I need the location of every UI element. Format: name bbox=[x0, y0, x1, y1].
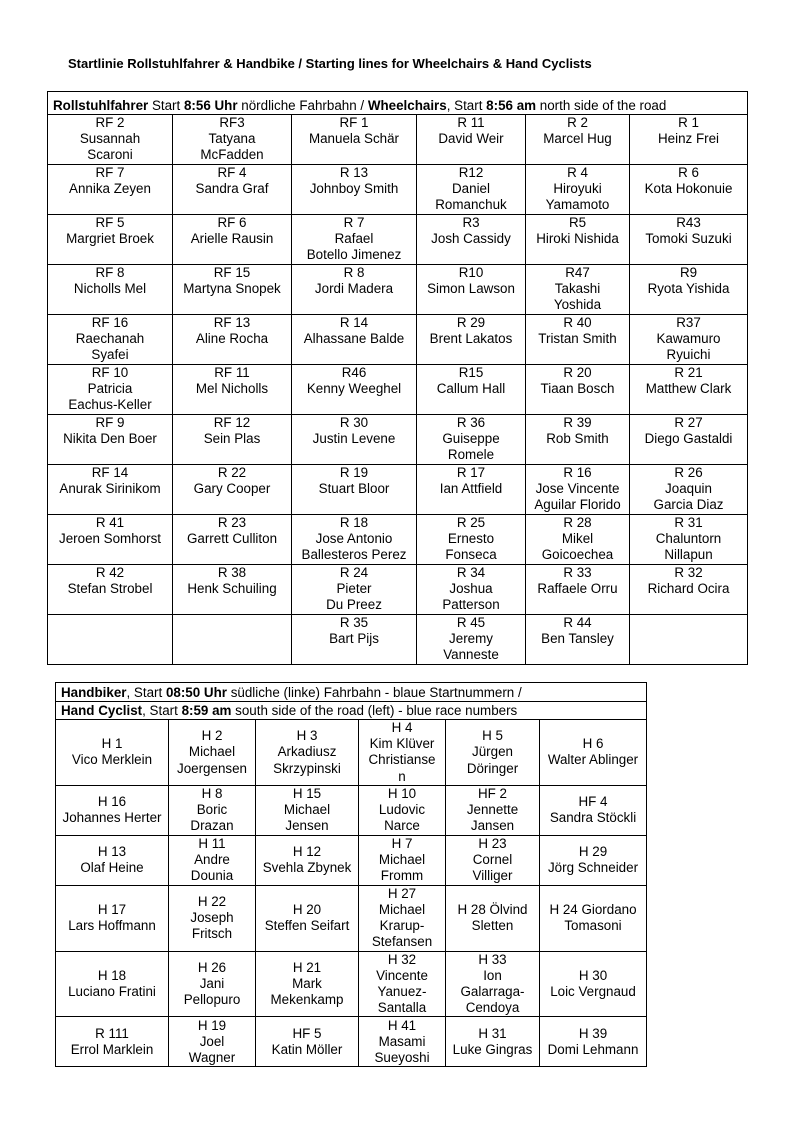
wheelchair-start-table bbox=[47, 91, 748, 665]
page-title: Startlinie Rollstuhlfahrer & Handbike / Starting lines for Wheelchairs & Hand Cyclists bbox=[68, 56, 592, 71]
athlete-cell: H 18 Luciano Fratini bbox=[56, 951, 169, 1017]
athlete-cell: H 29 Jörg Schneider bbox=[540, 835, 647, 885]
athlete-cell: RF 12 Sein Plas bbox=[173, 415, 292, 465]
athlete-cell: H 4 Kim Klüver Christianse n bbox=[359, 720, 446, 786]
athlete-cell: H 39 Domi Lehmann bbox=[540, 1017, 647, 1067]
athlete-cell: R 24 Pieter Du Preez bbox=[292, 565, 417, 615]
athlete-cell: RF 16 Raechanah Syafei bbox=[48, 315, 173, 365]
header-text: , Start bbox=[446, 97, 487, 113]
table-row bbox=[48, 315, 748, 365]
athlete-cell: R 31 Chaluntorn Nillapun bbox=[630, 515, 748, 565]
handbike-header-de bbox=[56, 683, 647, 702]
athlete-cell: R 42 Stefan Strobel bbox=[48, 565, 173, 615]
athlete-cell bbox=[48, 615, 173, 665]
athlete-cell: R 21 Matthew Clark bbox=[630, 365, 748, 415]
athlete-cell: H 6 Walter Ablinger bbox=[540, 720, 647, 786]
athlete-cell: R 45 Jeremy Vanneste bbox=[417, 615, 526, 665]
athlete-cell: R9 Ryota Yishida bbox=[630, 265, 748, 315]
athlete-cell: R 25 Ernesto Fonseca bbox=[417, 515, 526, 565]
athlete-cell: H 26 Jani Pellopuro bbox=[169, 951, 256, 1017]
athlete-cell: H 22 Joseph Fritsch bbox=[169, 885, 256, 951]
athlete-cell: RF 6 Arielle Rausin bbox=[173, 215, 292, 265]
table-row bbox=[48, 615, 748, 665]
athlete-cell: H 10 Ludovic Narce bbox=[359, 785, 446, 835]
athlete-cell: R 30 Justin Levene bbox=[292, 415, 417, 465]
athlete-cell: R 33 Raffaele Orru bbox=[526, 565, 630, 615]
athlete-cell: R 32 Richard Ocira bbox=[630, 565, 748, 615]
table-row bbox=[48, 515, 748, 565]
athlete-cell: H 28 Ölvind Sletten bbox=[446, 885, 540, 951]
header-category-en: Wheelchairs bbox=[367, 97, 447, 113]
athlete-cell: H 3 Arkadiusz Skrzypinski bbox=[256, 720, 359, 786]
handbike-header-en bbox=[56, 702, 647, 720]
athlete-cell: RF 2 Susannah Scaroni bbox=[48, 115, 173, 165]
athlete-cell: R 14 Alhassane Balde bbox=[292, 315, 417, 365]
athlete-cell: R46 Kenny Weeghel bbox=[292, 365, 417, 415]
athlete-cell: RF 11 Mel Nicholls bbox=[173, 365, 292, 415]
athlete-cell: R 44 Ben Tansley bbox=[526, 615, 630, 665]
athlete-cell: R 27 Diego Gastaldi bbox=[630, 415, 748, 465]
athlete-cell: H 23 Cornel Villiger bbox=[446, 835, 540, 885]
table-row bbox=[56, 1017, 647, 1067]
athlete-cell: R3 Josh Cassidy bbox=[417, 215, 526, 265]
athlete-cell: H 2 Michael Joergensen bbox=[169, 720, 256, 786]
athlete-cell: R 34 Joshua Patterson bbox=[417, 565, 526, 615]
athlete-cell: RF 14 Anurak Sirinikom bbox=[48, 465, 173, 515]
athlete-cell: HF 2 Jennette Jansen bbox=[446, 785, 540, 835]
athlete-cell: R43 Tomoki Suzuki bbox=[630, 215, 748, 265]
athlete-cell: R 6 Kota Hokonuie bbox=[630, 165, 748, 215]
athlete-cell: H 33 Ion Galarraga- Cendoya bbox=[446, 951, 540, 1017]
athlete-cell: H 1 Vico Merklein bbox=[56, 720, 169, 786]
table-row bbox=[56, 951, 647, 1017]
athlete-cell: R 29 Brent Lakatos bbox=[417, 315, 526, 365]
header-time-de: 08:50 Uhr bbox=[165, 684, 227, 700]
athlete-cell: R 19 Stuart Bloor bbox=[292, 465, 417, 515]
athlete-cell: H 27 Michael Krarup- Stefansen bbox=[359, 885, 446, 951]
athlete-cell: R37 Kawamuro Ryuichi bbox=[630, 315, 748, 365]
athlete-cell: RF 10 Patricia Eachus-Keller bbox=[48, 365, 173, 415]
table-row bbox=[48, 465, 748, 515]
table-row bbox=[48, 365, 748, 415]
athlete-cell: H 31 Luke Gingras bbox=[446, 1017, 540, 1067]
athlete-cell: R 28 Mikel Goicoechea bbox=[526, 515, 630, 565]
table-row bbox=[48, 215, 748, 265]
athlete-cell: R 16 Jose Vincente Aguilar Florido bbox=[526, 465, 630, 515]
table-row bbox=[48, 165, 748, 215]
header-text: nördliche Fahrbahn / bbox=[237, 97, 368, 113]
header-category-en: Hand Cyclist bbox=[61, 702, 143, 718]
athlete-cell: R 40 Tristan Smith bbox=[526, 315, 630, 365]
athlete-cell: H 11 Andre Dounia bbox=[169, 835, 256, 885]
athlete-cell: R 11 David Weir bbox=[417, 115, 526, 165]
athlete-cell: RF 1 Manuela Schär bbox=[292, 115, 417, 165]
athlete-cell: R 4 Hiroyuki Yamamoto bbox=[526, 165, 630, 215]
athlete-cell: R12 Daniel Romanchuk bbox=[417, 165, 526, 215]
athlete-cell: RF3 Tatyana McFadden bbox=[173, 115, 292, 165]
athlete-cell: H 20 Steffen Seifart bbox=[256, 885, 359, 951]
athlete-cell: R 7 Rafael Botello Jimenez bbox=[292, 215, 417, 265]
header-category-de: Rollstuhlfahrer bbox=[53, 97, 149, 113]
athlete-cell: R 38 Henk Schuiling bbox=[173, 565, 292, 615]
athlete-cell: H 24 Giordano Tomasoni bbox=[540, 885, 647, 951]
table-row bbox=[48, 265, 748, 315]
athlete-cell: H 32 Vincente Yanuez- Santalla bbox=[359, 951, 446, 1017]
athlete-cell: R 18 Jose Antonio Ballesteros Perez bbox=[292, 515, 417, 565]
athlete-cell bbox=[630, 615, 748, 665]
table-row bbox=[48, 415, 748, 465]
athlete-cell: R 39 Rob Smith bbox=[526, 415, 630, 465]
athlete-cell: R 22 Gary Cooper bbox=[173, 465, 292, 515]
athlete-cell: HF 4 Sandra Stöckli bbox=[540, 785, 647, 835]
athlete-cell: R 2 Marcel Hug bbox=[526, 115, 630, 165]
athlete-cell: H 15 Michael Jensen bbox=[256, 785, 359, 835]
table-row bbox=[48, 565, 748, 615]
athlete-cell: R 13 Johnboy Smith bbox=[292, 165, 417, 215]
athlete-cell: RF 15 Martyna Snopek bbox=[173, 265, 292, 315]
athlete-cell: R5 Hiroki Nishida bbox=[526, 215, 630, 265]
athlete-cell: R 23 Garrett Culliton bbox=[173, 515, 292, 565]
wheelchair-header bbox=[48, 92, 748, 115]
athlete-cell: RF 8 Nicholls Mel bbox=[48, 265, 173, 315]
athlete-cell: H 7 Michael Fromm bbox=[359, 835, 446, 885]
athlete-cell: HF 5 Katin Möller bbox=[256, 1017, 359, 1067]
athlete-cell: R10 Simon Lawson bbox=[417, 265, 526, 315]
table-row bbox=[56, 720, 647, 786]
athlete-cell: H 5 Jürgen Döringer bbox=[446, 720, 540, 786]
header-time-en: 8:59 am bbox=[181, 702, 232, 718]
athlete-cell: R 35 Bart Pijs bbox=[292, 615, 417, 665]
athlete-cell: H 12 Svehla Zbynek bbox=[256, 835, 359, 885]
athlete-cell: RF 9 Nikita Den Boer bbox=[48, 415, 173, 465]
table-row bbox=[56, 835, 647, 885]
header-text: , Start bbox=[142, 702, 182, 718]
athlete-cell: RF 4 Sandra Graf bbox=[173, 165, 292, 215]
header-time-en: 8:56 am bbox=[486, 97, 537, 113]
header-text: north side of the road bbox=[536, 97, 667, 113]
athlete-cell: RF 7 Annika Zeyen bbox=[48, 165, 173, 215]
header-text: , Start bbox=[126, 684, 166, 700]
athlete-cell: R 111 Errol Marklein bbox=[56, 1017, 169, 1067]
athlete-cell: R 36 Guiseppe Romele bbox=[417, 415, 526, 465]
athlete-cell: R 20 Tiaan Bosch bbox=[526, 365, 630, 415]
athlete-cell: H 21 Mark Mekenkamp bbox=[256, 951, 359, 1017]
header-time-de: 8:56 Uhr bbox=[183, 97, 238, 113]
athlete-cell: H 30 Loic Vergnaud bbox=[540, 951, 647, 1017]
athlete-cell: R 41 Jeroen Somhorst bbox=[48, 515, 173, 565]
handbike-start-table bbox=[55, 682, 647, 1067]
athlete-cell: H 13 Olaf Heine bbox=[56, 835, 169, 885]
athlete-cell: H 17 Lars Hoffmann bbox=[56, 885, 169, 951]
athlete-cell: H 41 Masami Sueyoshi bbox=[359, 1017, 446, 1067]
athlete-cell: H 19 Joel Wagner bbox=[169, 1017, 256, 1067]
header-text: südliche (linke) Fahrbahn - blaue Startnummern / bbox=[226, 684, 522, 700]
header-text: Start bbox=[148, 97, 184, 113]
athlete-cell: R 17 Ian Attfield bbox=[417, 465, 526, 515]
athlete-cell: H 8 Boric Drazan bbox=[169, 785, 256, 835]
athlete-cell: R15 Callum Hall bbox=[417, 365, 526, 415]
table-row bbox=[56, 885, 647, 951]
athlete-cell: H 16 Johannes Herter bbox=[56, 785, 169, 835]
athlete-cell: R 1 Heinz Frei bbox=[630, 115, 748, 165]
athlete-cell: R47 Takashi Yoshida bbox=[526, 265, 630, 315]
header-text: south side of the road (left) - blue race numbers bbox=[231, 702, 518, 718]
athlete-cell: RF 13 Aline Rocha bbox=[173, 315, 292, 365]
table-row bbox=[48, 115, 748, 165]
athlete-cell: R 8 Jordi Madera bbox=[292, 265, 417, 315]
athlete-cell bbox=[173, 615, 292, 665]
header-category-de: Handbiker bbox=[61, 684, 127, 700]
athlete-cell: R 26 Joaquin Garcia Diaz bbox=[630, 465, 748, 515]
athlete-cell: RF 5 Margriet Broek bbox=[48, 215, 173, 265]
table-row bbox=[56, 785, 647, 835]
